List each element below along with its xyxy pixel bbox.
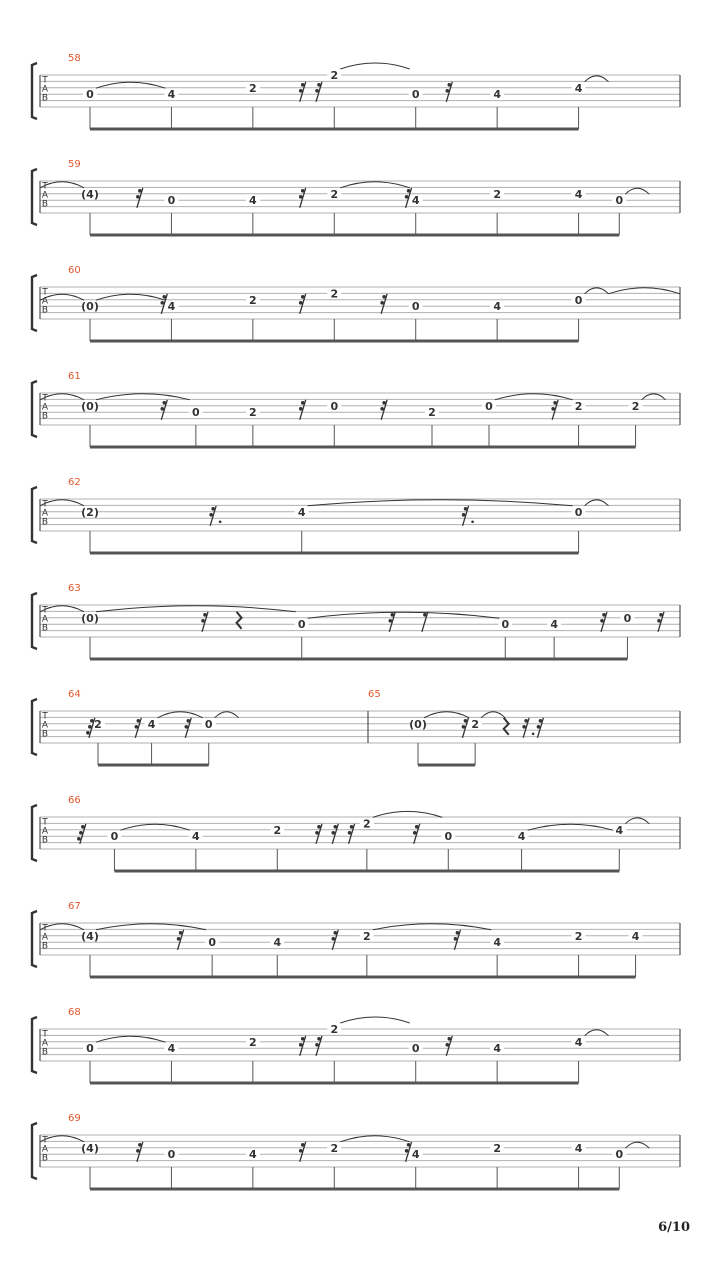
system-bracket (32, 593, 37, 649)
fret-number: 2 (493, 187, 501, 201)
rest-dot (184, 725, 188, 729)
tab-clef-letter: B (41, 1047, 49, 1058)
rest-dot (299, 89, 303, 93)
rest-dot (299, 1043, 303, 1047)
fret-number: 0 (204, 717, 213, 731)
quarter-rest (237, 612, 242, 629)
tab-clef-letter: B (41, 729, 49, 740)
fret-number: 4 (631, 929, 640, 943)
tab-clef-letter: B (41, 1153, 49, 1164)
fret-number: 4 (167, 300, 176, 314)
tie (625, 818, 649, 824)
tab-clef-letter: B (41, 199, 49, 210)
fret-number: 0 (167, 194, 176, 208)
fret-number: (0) (409, 717, 427, 731)
rest-dot (136, 1149, 140, 1153)
fret-number: 2 (363, 929, 371, 943)
rest-dot (317, 83, 321, 87)
rest-dot (600, 619, 604, 623)
rest-dot (203, 613, 207, 617)
rest-dot (551, 407, 555, 411)
tab-clef-letter: T (42, 393, 48, 404)
rest-dot (136, 719, 140, 723)
rest-dot (299, 407, 303, 411)
tab-clef-letter: A (41, 402, 49, 413)
fret-number: 0 (86, 1042, 94, 1056)
rest-dot (301, 1037, 305, 1041)
fret-number: 4 (249, 194, 257, 208)
rest-dot (380, 407, 384, 411)
fret-number: 0 (444, 830, 453, 844)
rest-dot (186, 719, 190, 723)
tab-clef-letter: T (42, 181, 48, 192)
fret-number: 4 (493, 300, 501, 314)
measure-number: 64 (68, 689, 81, 700)
fret-number: 2 (363, 817, 371, 831)
tie (96, 924, 206, 930)
fret-number: 4 (411, 194, 420, 208)
fret-number: 2 (94, 717, 102, 731)
tab-clef-letter: B (41, 941, 49, 952)
fret-number: 4 (493, 1042, 501, 1056)
tab-clef-letter: B (41, 93, 49, 104)
fret-number: 2 (631, 399, 640, 413)
augmentation-dot (471, 521, 474, 524)
fret-number: (4) (81, 187, 99, 201)
rest-dot (301, 295, 305, 299)
tab-clef-letter: A (41, 1038, 49, 1049)
rest-dot (447, 1037, 451, 1041)
fret-number: 4 (517, 830, 526, 844)
rest-dot (537, 725, 541, 729)
fret-number: 2 (249, 406, 257, 420)
measure-number: 63 (68, 583, 81, 594)
quarter-rest (504, 718, 509, 735)
tab-clef-letter: A (41, 826, 49, 837)
fret-number: 4 (493, 88, 501, 102)
rest-dot (657, 619, 661, 623)
fret-number: 0 (623, 611, 632, 625)
rest-dot (331, 831, 335, 835)
rest-dot (301, 189, 305, 193)
fret-number: 4 (574, 187, 583, 201)
rest-dot (136, 195, 140, 199)
fret-number: (4) (81, 929, 99, 943)
rest-dot (90, 719, 94, 723)
tie (158, 712, 203, 718)
rest-dot (299, 301, 303, 305)
rest-dot (209, 513, 213, 517)
fret-number: 0 (167, 1148, 176, 1162)
measure-number: 58 (68, 53, 81, 64)
tie (340, 1017, 409, 1023)
fret-number: 2 (330, 1023, 339, 1036)
fret-number: 0 (110, 830, 119, 844)
measure-number: 59 (68, 159, 81, 170)
tab-clef-letter: A (41, 720, 49, 731)
tab-clef-letter: T (42, 1029, 48, 1040)
fret-number: 4 (297, 505, 306, 519)
fret-number: 0 (330, 399, 339, 413)
fret-number: 2 (330, 187, 339, 201)
fret-number: 4 (574, 1141, 583, 1155)
rest-dot (317, 1037, 321, 1041)
rest-dot (659, 613, 663, 617)
rest-dot (81, 825, 85, 829)
rest-dot (456, 931, 460, 935)
rest-dot (524, 719, 528, 723)
rest-dot (301, 1143, 305, 1147)
rest-dot (447, 83, 451, 87)
tab-clef-letter: T (42, 75, 48, 86)
rest-dot (301, 401, 305, 405)
fret-number: 2 (574, 929, 583, 943)
fret-number: 4 (411, 1148, 420, 1162)
fret-number: 4 (167, 1042, 176, 1056)
tab-clef-letter: A (41, 1144, 49, 1155)
rest-dot (454, 937, 458, 941)
rest-dot (350, 825, 354, 829)
rest-dot (602, 613, 606, 617)
rest-dot (405, 1149, 409, 1153)
rest-dot (462, 513, 466, 517)
fret-number: 0 (208, 936, 216, 950)
rest-dot (407, 189, 411, 193)
rest-dot (390, 613, 394, 617)
rest-dot (299, 1149, 303, 1153)
page-number: 6/10 (658, 1220, 690, 1235)
tie (373, 924, 491, 930)
fret-number: (0) (81, 611, 99, 625)
measure-number: 65 (368, 689, 381, 700)
fret-number: 4 (574, 81, 583, 95)
rest-dot (333, 825, 337, 829)
rest-dot (315, 831, 319, 835)
measure-number: 67 (68, 901, 81, 912)
measure-number: 68 (68, 1007, 81, 1018)
rest-dot (211, 507, 215, 511)
system-bracket (32, 1017, 37, 1073)
rest-dot (86, 731, 90, 735)
fret-number: 0 (411, 300, 420, 314)
tie (96, 606, 296, 612)
fret-number: 2 (249, 293, 257, 307)
rest-dot (88, 725, 92, 729)
measure-number: 61 (68, 371, 81, 382)
fret-number: (4) (81, 1141, 99, 1155)
tab-clef-letter: A (41, 932, 49, 943)
tie (96, 1036, 165, 1042)
rest-dot (415, 825, 419, 829)
tab-clef-letter: B (41, 517, 49, 528)
tab-clef-letter: T (42, 923, 48, 934)
augmentation-dot (219, 521, 222, 524)
tab-clef-letter: T (42, 1135, 48, 1146)
fret-number: 2 (428, 406, 436, 420)
tab-clef-letter: A (41, 296, 49, 307)
rest-dot (553, 401, 557, 405)
rest-dot (160, 301, 164, 305)
fret-number: 0 (192, 406, 200, 420)
rest-dot (317, 825, 321, 829)
rest-dot (464, 507, 468, 511)
rest-dot (462, 725, 466, 729)
system-bracket (32, 805, 37, 861)
rest-dot (201, 619, 205, 623)
tab-clef-letter: T (42, 499, 48, 510)
fret-number: 2 (493, 1141, 501, 1155)
system-bracket (32, 487, 37, 543)
tie (481, 712, 505, 718)
tie (424, 712, 469, 718)
rest-dot (301, 83, 305, 87)
fret-number: (0) (81, 300, 99, 314)
rest-dot (315, 89, 319, 93)
fret-number: 4 (615, 823, 624, 837)
fret-number: (2) (81, 505, 99, 519)
tab-clef-letter: B (41, 623, 49, 634)
rest-dot (179, 931, 183, 935)
system-bracket (32, 169, 37, 225)
rest-dot (299, 195, 303, 199)
rest-dot (522, 725, 526, 729)
fret-number: 4 (493, 936, 501, 950)
rest-dot (315, 1043, 319, 1047)
augmentation-dot (532, 733, 535, 736)
fret-number: 2 (574, 399, 583, 413)
tie (96, 82, 165, 88)
rest-dot (405, 195, 409, 199)
system-bracket (32, 699, 37, 755)
rest-dot (331, 937, 335, 941)
rest-dot (162, 295, 166, 299)
fret-number: 2 (273, 823, 282, 837)
fret-number: 2 (249, 81, 257, 95)
fret-number: 4 (192, 830, 200, 844)
rest-dot (445, 89, 449, 93)
system-bracket (32, 63, 37, 119)
rest-dot (407, 1143, 411, 1147)
tab-clef-letter: A (41, 84, 49, 95)
fret-number: 2 (471, 717, 479, 731)
fret-number: 2 (330, 1141, 339, 1155)
measure-number: 62 (68, 477, 81, 488)
rest-dot (539, 719, 543, 723)
fret-number: 2 (249, 1035, 257, 1049)
rest-dot (77, 837, 81, 841)
fret-number: 2 (330, 287, 339, 301)
measure-number: 66 (68, 795, 81, 806)
tab-clef-letter: T (42, 817, 48, 828)
fret-number: 4 (574, 1035, 583, 1049)
rest-dot (423, 613, 427, 617)
rest-dot (382, 401, 386, 405)
rest-dot (413, 831, 417, 835)
measure-number: 60 (68, 265, 81, 276)
fret-number: 0 (485, 399, 493, 413)
fret-number: 0 (574, 505, 583, 519)
fret-number: 4 (273, 936, 282, 950)
rest-dot (333, 931, 337, 935)
tab-clef-letter: A (41, 508, 49, 519)
tab-clef-letter: A (41, 190, 49, 201)
rest-dot (382, 295, 386, 299)
fret-number: 2 (330, 69, 339, 82)
fret-number: 0 (411, 88, 420, 102)
measure-number: 69 (68, 1113, 81, 1124)
system-bracket (32, 911, 37, 967)
fret-number: 4 (249, 1148, 257, 1162)
fret-number: 0 (297, 618, 306, 632)
rest-dot (138, 1143, 142, 1147)
fret-number: 4 (147, 717, 156, 731)
rest-dot (380, 301, 384, 305)
fret-number: (0) (81, 399, 99, 413)
fret-number: 0 (615, 194, 624, 208)
rest-dot (388, 619, 392, 623)
fret-number: 0 (501, 618, 510, 632)
tab-clef-letter: B (41, 411, 49, 422)
rest-dot (138, 189, 142, 193)
fret-number: 4 (550, 618, 558, 632)
rest-dot (348, 831, 352, 835)
rest-dot (79, 831, 83, 835)
fret-number: 4 (167, 88, 176, 102)
tab-clef-letter: A (41, 614, 49, 625)
tab-clef-letter: T (42, 605, 48, 616)
tab-clef-letter: T (42, 711, 48, 722)
tie (340, 63, 409, 69)
tie (215, 712, 239, 718)
rest-dot (464, 719, 468, 723)
tie (625, 1142, 649, 1148)
rest-dot (162, 401, 166, 405)
system-bracket (32, 1123, 37, 1179)
fret-number: 0 (615, 1148, 624, 1162)
fret-number: 0 (411, 1042, 420, 1056)
fret-number: 0 (86, 88, 94, 102)
tab-clef-letter: T (42, 287, 48, 298)
tab-clef-letter: B (41, 835, 49, 846)
tab-clef-letter: B (41, 305, 49, 316)
system-bracket (32, 381, 37, 437)
system-bracket (32, 275, 37, 331)
rest-dot (134, 725, 138, 729)
rest-dot (445, 1043, 449, 1047)
fret-number: 0 (574, 293, 583, 307)
rest-dot (177, 937, 181, 941)
rest-dot (160, 407, 164, 411)
